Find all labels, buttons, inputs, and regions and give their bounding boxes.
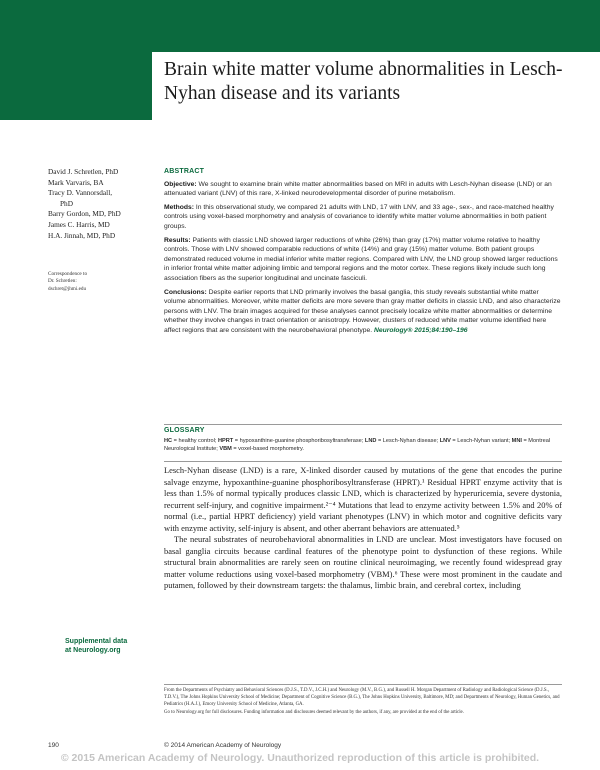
author-name: Tracy D. Vannorsdall, <box>48 188 113 198</box>
author-name: Barry Gordon, MD, PhD <box>48 209 121 219</box>
glossary-def: = healthy control; <box>172 437 218 444</box>
author-name: David J. Schretlen, PhD <box>48 167 119 176</box>
glossary-def: = hypoxanthine-guanine phosphoribosyltransferase; <box>233 437 365 444</box>
supplemental-data-link[interactable] <box>65 637 155 656</box>
glossary-abbr: MNI <box>511 437 522 444</box>
glossary-abbr: HPRT <box>217 437 234 444</box>
copyright-watermark: © 2015 American Academy of Neurology. Unauthorized reproduction of this article is prohibited. <box>60 752 540 764</box>
abstract <box>164 167 562 340</box>
affiliation-text: From the Departments of Psychiatry and Behavioral Sciences (D.J.S., T.D.V., J.C.H.) and Neurology (M.V., B.G.), and Russell H. Morgan Department of Radiology and Radiological Science (D.J.S., T.D.V.), The Johns Hopkins University School of Medicine; Department of Cognitive Science (B.G.), The Johns Hopkins University, Baltimore, MD; and Departments of Neurology, Human Genetics, and Pediatrics (H.A.J.), Emory University School of Medicine, Atlanta, GA. <box>164 688 560 707</box>
section-text: We sought to examine brain white matter abnormalities based on MRI in adults with Lesch-Nyhan disease (LND) or an attenuated variant (LNV) of this rare, X-linked neurodevelopmental disorder of purine metabolism. <box>164 180 552 198</box>
supplemental-line: Supplemental data <box>65 638 128 645</box>
glossary-def: = voxel-based morphometry. <box>231 445 304 452</box>
glossary <box>164 427 562 453</box>
copyright: © 2014 American Academy of Neurology <box>164 742 282 749</box>
abstract-heading: ABSTRACT <box>164 168 205 175</box>
body-paragraph: The neural substrates of neurobehavioral abnormalities in LND are unclear. Most investigators have focused on basal ganglia circuits because cardinal features of the phenotype point to dysfunction of these regions. While structural brain abnormalities are rarely seen on routine clinical neuroimaging, we recently found widespread gray matter volume reductions using voxel-based morphometry (VBM).⁶ These were most prominent in the caudate and putamen, followed by their downstream targets: the thalamus, limbic brain, and cerebral cortex, including <box>164 534 562 591</box>
section-text: In this observational study, we compared 21 adults with LND, 17 with LNV, and 33 age-, sex-, and race-matched healthy controls using voxel-based morphometry and analysis of covariance to identify white matter volume abnormalities in both patient groups. <box>164 203 554 230</box>
affiliations <box>164 688 562 718</box>
author-name-continued: PhD <box>60 198 73 208</box>
supplemental-line: at Neurology.org <box>65 647 121 655</box>
glossary-abbr: LNV <box>439 437 451 444</box>
correspondence-email[interactable]: dschret@jhmi.edu <box>48 285 87 292</box>
article-title: Brain white matter volume abnormalities in Lesch-Nyhan disease and its variants <box>164 59 563 104</box>
abstract-results <box>164 236 562 284</box>
correspondence-name: Dr. Schretlen: <box>48 278 77 285</box>
author-name: H.A. Jinnah, MD, PhD <box>48 230 116 240</box>
section-label: Results: <box>164 236 191 244</box>
divider <box>164 424 562 425</box>
abstract-methods <box>164 203 562 232</box>
section-label: Objective: <box>164 180 197 188</box>
glossary-def: = Lesch-Nyhan variant; <box>450 437 512 444</box>
abstract-conclusions <box>164 288 562 336</box>
correspondence-label: Correspondence to <box>48 271 88 277</box>
glossary-heading: GLOSSARY <box>164 427 205 434</box>
author-name: James C. Harris, MD <box>48 219 110 229</box>
author-name: Mark Varvaris, BA <box>48 177 104 187</box>
section-label: Methods: <box>164 203 194 211</box>
divider <box>164 684 562 685</box>
glossary-abbr: LND <box>364 437 377 444</box>
glossary-def: = Lesch-Nyhan disease; <box>376 437 440 444</box>
correspondence <box>48 271 153 293</box>
glossary-entries <box>164 438 562 454</box>
glossary-abbr: VBM <box>219 445 232 452</box>
glossary-abbr: HC <box>164 437 173 444</box>
section-label: Conclusions: <box>164 288 207 296</box>
glossary-def: = Montreal Neurological Institute; <box>164 437 551 452</box>
divider <box>164 461 562 462</box>
abstract-objective <box>164 180 562 199</box>
section-text: Despite earlier reports that LND primarily involves the basal ganglia, this study reveals substantial white matter volume abnormalities. Moreover, white matter deficits are more severe than gray matter deficits in classic LND, and also characterize persons with LNV. The brain images acquired for these analyses cannot precisely localize white matter abnormalities or determine whether they involve changes in tract orientation or anisotropy. However, clusters of reduced white matter volume identified here affect regions that are consistent with the neurobehavioral phenotype. <box>164 288 561 334</box>
journal-citation[interactable]: Neurology® 2015;84:190–196 <box>374 326 468 334</box>
author-list <box>48 167 158 241</box>
article-body <box>164 465 562 592</box>
disclosure-text: Go to Neurology.org for full disclosures. Funding information and disclosures deemed relevant by the authors, if any, are provided at the end of the article. <box>164 709 464 715</box>
page-number: 190 <box>48 742 59 749</box>
body-paragraph: Lesch-Nyhan disease (LND) is a rare, X-linked disorder caused by mutations of the gene that encodes the purine salvage enzyme, hypoxanthine-guanine phosphoribosyltransferase (HPRT).¹ Residual HPRT enzyme activity that is less than 1.5% of normal typically produces classic LND, which is characterized by hyperuricemia, severe dystonia, recurrent self-injury, and cognitive impairment.²⁻⁴ Mutations that lead to enzyme activity between 1.5% and 20% of normal (i.e., partial HPRT deficiency) yield variant phenotypes (LNV) in which motor and cognitive deficits vary with enzyme activity, self-injury is absent, and other aberrant behaviors are attenuated.⁵ <box>164 465 562 533</box>
section-text: Patients with classic LND showed larger reductions of white (26%) than gray (17%) matter volume relative to healthy controls. Those with LNV showed comparable reductions of white (14%) and gray (15%) matter volume. Both patient groups demonstrated reduced volume in medial inferior white matter regions. Compared with LNV, the LND group showed larger reductions in inferior frontal white matter adjoining limbic and temporal regions and the motor cortex. These regions likely include such long association fibers as the superior longitudinal and uncinate fasciculi. <box>164 236 558 282</box>
